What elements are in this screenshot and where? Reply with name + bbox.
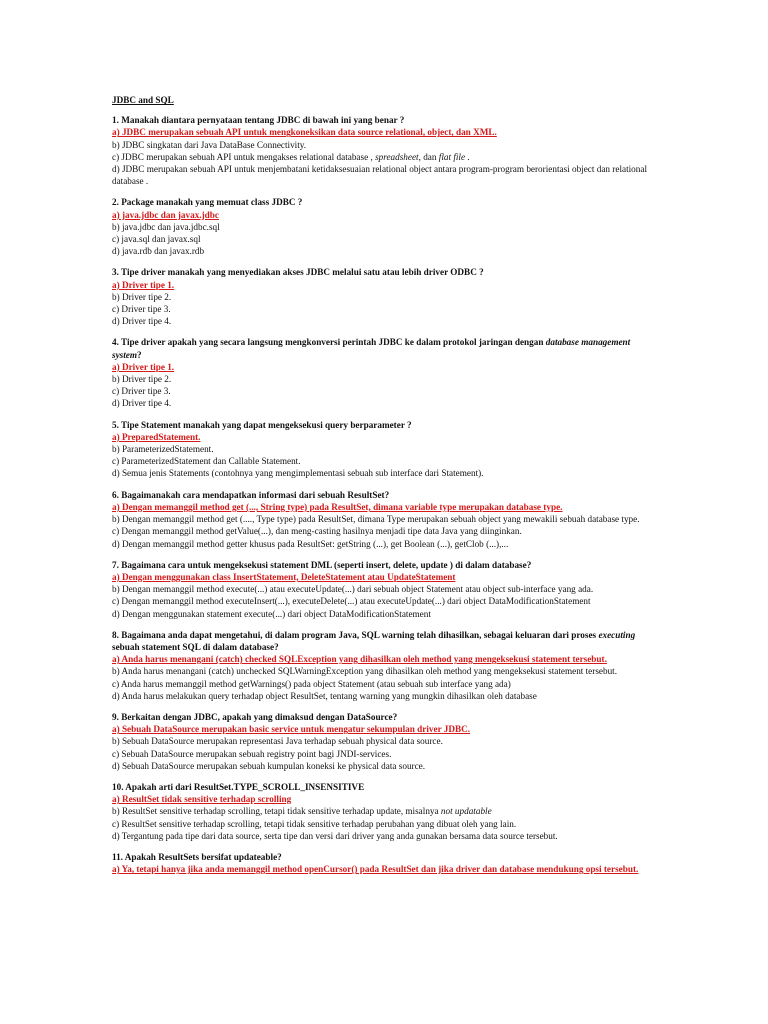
- question-text-italic: database management system: [112, 337, 631, 360]
- option-c: [112, 151, 658, 163]
- question-text-start: 8. Bagaimana anda dapat mengetahui, di dalam program Java, SQL warning telah dihasilkan, sebagai keluaran dari proses: [112, 629, 599, 640]
- option-c: c) Sebuah DataSource merupakan sebuah registry point bagi JNDI-services.: [112, 748, 392, 759]
- option-c: c) Dengan memanggil method executeInsert(...), executeDelete(...) atau executeUpdate(...) dari object DataModificationStatement: [112, 596, 591, 607]
- option-d: d) Driver tipe 4.: [112, 316, 172, 327]
- option-c: c) java.sql dan javax.sql: [112, 234, 201, 245]
- question-text: 7. Bagaimana cara untuk mengeksekusi statement DML (seperti insert, delete, update ) di dalam database?: [112, 559, 532, 570]
- option-b-text: b) ResultSet sensitive terhadap scrolling, tetapi tidak sensitive terhadap update, misalnya: [112, 806, 441, 817]
- question-text: 10. Apakah arti dari ResultSet.TYPE_SCROLL_INSENSITIVE: [112, 781, 365, 792]
- option-b: b) Dengan memanggil method execute(...) atau executeUpdate(...) dari sebuah object Statement atau object sub-interface yang ada.: [112, 584, 594, 595]
- option-c: c) Driver tipe 3.: [112, 386, 171, 397]
- question-text: 1. Manakah diantara pernyataan tentang JDBC di bawah ini yang benar ?: [112, 115, 405, 126]
- question-text-end: sebuah statement SQL di dalam database?: [112, 641, 279, 652]
- question-4: [112, 336, 658, 409]
- option-c-italic-2: flat file: [438, 151, 466, 162]
- question-text-end: ?: [137, 349, 142, 360]
- question-6: [112, 489, 658, 550]
- question-8: [112, 629, 658, 702]
- option-d: d) Driver tipe 4.: [112, 398, 172, 409]
- correct-answer: a) JDBC merupakan sebuah API untuk mengkoneksikan data source relational, object, dan XML.: [112, 127, 497, 138]
- option-d: d) Anda harus melakukan query terhadap object ResultSet, tentang warning yang mungkin dihasilkan oleh database: [112, 690, 537, 701]
- option-c: c) Dengan memanggil method getValue(...), dan meng-casting hasilnya menjadi tipe data Java yang diinginkan.: [112, 526, 522, 537]
- option-c: c) Anda harus memanggil method getWarnings() pada object Statement (atau sebuah sub interface yang ada): [112, 678, 511, 689]
- option-b: b) Dengan memanggil method get (...., Type type) pada ResultSet, dimana Type merupakan sebuah object yang mewakili sebuah database type.: [112, 514, 640, 525]
- question-1: [112, 114, 658, 187]
- option-b: [112, 805, 658, 817]
- question-text: 9. Berkaitan dengan JDBC, apakah yang dimaksud dengan DataSource?: [112, 711, 398, 722]
- question-3: [112, 266, 658, 327]
- correct-answer: a) Driver tipe 1.: [112, 279, 175, 290]
- option-d: d) Sebuah DataSource merupakan sebuah kumpulan koneksi ke physical data source.: [112, 760, 426, 771]
- correct-answer: a) Driver tipe 1.: [112, 361, 175, 372]
- option-d: d) Dengan menggunakan statement execute(...) dari object DataModificationStatement: [112, 608, 431, 619]
- option-c-mid: , dan: [418, 151, 439, 162]
- correct-answer: a) Dengan memanggil method get (..., String type) pada ResultSet, dimana variable type merupakan database type.: [112, 501, 563, 512]
- question-text-start: 4. Tipe driver apakah yang secara langsung mengkonversi perintah JDBC ke dalam protokol jaringan dengan: [112, 337, 546, 348]
- correct-answer: a) java.jdbc dan javax.jdbc: [112, 209, 219, 220]
- question-9: [112, 711, 658, 772]
- option-c-end: .: [465, 151, 470, 162]
- option-c: c) ResultSet sensitive terhadap scrolling, tetapi tidak sensitive terhadap perubahan yang dibuat oleh yang lain.: [112, 818, 517, 829]
- question-text: [112, 336, 658, 360]
- document-title: JDBC and SQL: [112, 95, 174, 105]
- question-text: [112, 629, 658, 653]
- correct-answer: a) Sebuah DataSource merupakan basic service untuk mengatur sekumpulan driver JDBC.: [112, 724, 471, 735]
- option-d: d) Dengan memanggil method getter khusus pada ResultSet: getString (...), get Boolean (...), getClob (...),...: [112, 538, 509, 549]
- option-d: d) JDBC merupakan sebuah API untuk menjembatani ketidaksesuaian relational object antara program-program berorientasi object dan relational database .: [112, 164, 647, 187]
- question-10: [112, 781, 658, 842]
- option-b: b) Anda harus menangani (catch) unchecked SQLWarningException yang dihasilkan oleh method yang mengeksekusi statement tersebut.: [112, 666, 618, 677]
- option-b: b) Driver tipe 2.: [112, 374, 172, 385]
- option-b: b) ParameterizedStatement.: [112, 444, 214, 455]
- question-7: [112, 559, 658, 620]
- question-text: 3. Tipe driver manakah yang menyediakan akses JDBC melalui satu atau lebih driver ODBC ?: [112, 267, 484, 278]
- correct-answer: a) Dengan menggunakan class InsertStatement, DeleteStatement atau UpdateStatement: [112, 571, 456, 582]
- question-5: [112, 419, 658, 480]
- correct-answer: a) PreparedStatement.: [112, 431, 201, 442]
- option-c: c) ParameterizedStatement dan Callable Statement.: [112, 456, 301, 467]
- option-c: c) Driver tipe 3.: [112, 304, 171, 315]
- correct-answer: a) Ya, tetapi hanya jika anda memanggil method openCursor() pada ResultSet dan jika driver dan database mendukung opsi tersebut.: [112, 864, 639, 875]
- question-text: 6. Bagaimanakah cara mendapatkan informasi dari sebuah ResultSet?: [112, 489, 390, 500]
- option-b: b) Sebuah DataSource merupakan representasi Java terhadap sebuah physical data source.: [112, 736, 443, 747]
- option-d: d) Semua jenis Statements (contohnya yang mengimplementasi sebuah sub interface dari Statement).: [112, 468, 484, 479]
- option-d: d) Tergantung pada tipe dari data source, serta tipe dan versi dari driver yang anda gunakan bersama data source tersebut.: [112, 830, 558, 841]
- question-text-italic: executing: [598, 629, 636, 640]
- correct-answer: a) ResultSet tidak sensitive terhadap scrolling: [112, 794, 292, 805]
- option-b: b) JDBC singkatan dari Java DataBase Connectivity.: [112, 139, 307, 150]
- option-c-text: c) JDBC merupakan sebuah API untuk mengakses relational database ,: [112, 151, 376, 162]
- option-c-italic-1: spreadsheet: [375, 151, 419, 162]
- question-11: [112, 851, 658, 875]
- question-text: 2. Package manakah yang memuat class JDBC ?: [112, 197, 303, 208]
- option-b: b) java.jdbc dan java.jdbc.sql: [112, 221, 220, 232]
- question-2: [112, 196, 658, 257]
- option-b-italic: not updatable: [440, 806, 492, 817]
- option-d: d) java.rdb dan javax.rdb: [112, 246, 205, 257]
- question-text: 5. Tipe Statement manakah yang dapat mengeksekusi query berparameter ?: [112, 419, 412, 430]
- option-b: b) Driver tipe 2.: [112, 291, 172, 302]
- question-text: 11. Apakah ResultSets bersifat updateable?: [112, 851, 282, 862]
- correct-answer: a) Anda harus menangani (catch) checked SQLException yang dihasilkan oleh method yang mengeksekusi statement tersebut.: [112, 654, 607, 665]
